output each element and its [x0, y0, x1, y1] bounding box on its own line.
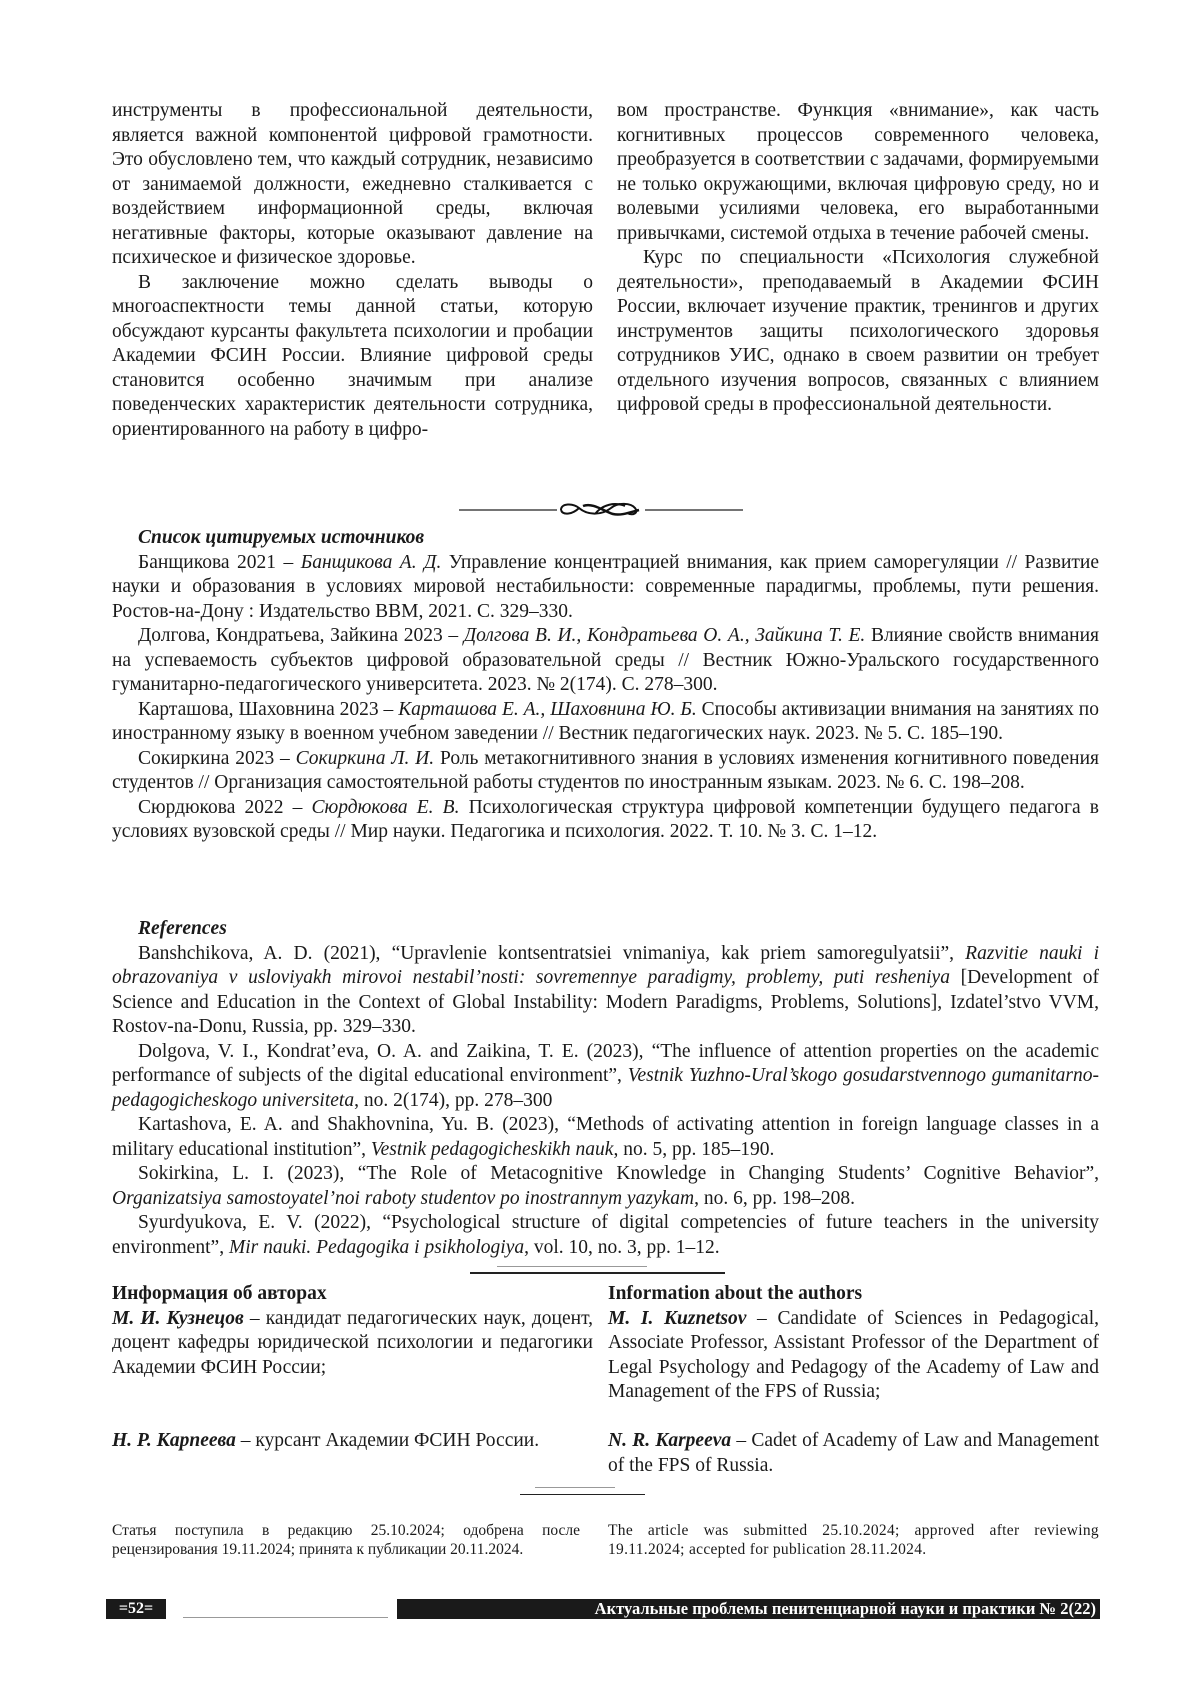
reference-item [112, 796, 1099, 845]
ref-rest: Роль метакогнитивного знания в условиях изменения когнитивного поведения студентов // Организация самостоятельной работы студентов по иностранным языкам. 2023. № 6. С. 198–208. [112, 748, 1099, 794]
ref-rest: Психологическая структура цифровой компетенции будущего педагога в условиях вузовской среды // Мир науки. Педагогика и психология. 2022. Т. 10. № 3. С. 1–12. [112, 797, 1099, 843]
ref-lead: Долгова, Кондратьева, Зайкина 2023 – [138, 625, 464, 646]
journal-title-bar: Актуальные проблемы пенитенциарной науки и практики № 2(22) [397, 1599, 1100, 1619]
ref-authors: Карташова Е. А., Шаховнина Ю. Б. [398, 699, 697, 720]
ref-authors: Долгова В. И., Кондратьева О. А., Зайкина Т. Е. [464, 625, 866, 646]
paragraph: инструменты в профессиональной деятельности, является важной компонентой цифровой грамотности. Это обусловлено тем, что каждый сотрудник, независимо от занимаемой должности, ежедневно сталкивается с воздействием информационной среды, включая негативные факторы, которые оказывают давление на психическое и физическое здоровье. [112, 99, 593, 271]
divider [520, 1494, 645, 1495]
paragraph: В заключение можно сделать выводы о многоаспектности темы данной статьи, которую обсуждают курсанты факультета психологии и пробации Академии ФСИН России. Влияние цифровой среды становится особенно значимым при анализе поведенческих характеристик деятельности сотрудника, ориентированного на работу в цифро- [112, 271, 593, 443]
english-references [112, 917, 1099, 1260]
author-desc: – кандидат педагогических наук, доцент, доцент кафедры юридической психологии и педагогики Академии ФСИН России; [112, 1308, 593, 1378]
ref-lead: Kartashova, E. A. and Shakhovnina, Yu. B. (2023), “Methods of activating attention in foreign language classes in a military educational institution”, [112, 1114, 1099, 1160]
ref-journal: Vestnik pedagogicheskikh nauk [371, 1139, 614, 1160]
author-item [112, 1429, 593, 1454]
ref-rest: , vol. 10, no. 3, pp. 1–12. [524, 1237, 720, 1258]
ref-lead: Сюрдюкова 2022 – [138, 797, 312, 818]
dates-ru: Статья поступила в редакцию 25.10.2024; одобрена после рецензирования 19.11.2024; принята к публикации 20.11.2024. [112, 1521, 580, 1559]
authors-heading-en: Information about the authors [608, 1282, 1099, 1307]
ref-rest: Способы активизации внимания на занятиях по иностранному языку в военном учебном заведении // Вестник педагогических наук. 2023. № 5. С. 185–190. [112, 699, 1099, 745]
reference-item [112, 551, 1099, 625]
authors-heading-ru: Информация об авторах [112, 1282, 593, 1307]
author-name: N. R. Karpeeva [608, 1430, 731, 1451]
russian-references [112, 526, 1099, 845]
references-heading-ru: Список цитируемых источников [112, 526, 1099, 551]
ref-lead: Банщикова 2021 – [138, 552, 301, 573]
author-desc: – курсант Академии ФСИН России. [236, 1430, 539, 1451]
ref-journal: Vestnik Yuzhno-Ural’skogo gosudarstvennogo gumanitarno-pedagogicheskogo universiteta [112, 1065, 1099, 1111]
ref-rest: Влияние свойств внимания на успеваемость субъектов цифровой образовательной среды // Вестник Южно-Уральского государственного гуманитарно-педагогического университета. 2023. № 2(174). С. 278–300. [112, 625, 1099, 695]
reference-item [112, 942, 1099, 1040]
author-item [608, 1429, 1099, 1478]
reference-item [112, 1040, 1099, 1114]
ref-lead: Сокиркина 2023 – [138, 748, 296, 769]
divider [535, 1487, 615, 1488]
ref-lead: Dolgova, V. I., Kondrat’eva, O. A. and Zaikina, T. E. (2023), “The influence of attention properties on the academic performance of subjects of the digital educational environment”, [112, 1041, 1099, 1087]
ref-rest: , no. 2(174), pp. 278–300 [354, 1090, 552, 1111]
ref-authors: Сюрдюкова Е. В. [312, 797, 460, 818]
reference-item [112, 624, 1099, 698]
ref-rest: , no. 5, pp. 185–190. [613, 1139, 774, 1160]
author-name: M. I. Kuznetsov [608, 1308, 746, 1329]
ref-lead: Sokirkina, L. I. (2023), “The Role of Metacognitive Knowledge in Changing Students’ Cognitive Behavior”, [138, 1163, 1099, 1184]
ref-lead: Banshchikova, A. D. (2021), “Upravlenie kontsentratsiei vnimaniya, kak priem samoregulyatsii”, [138, 943, 965, 964]
reference-item [112, 698, 1099, 747]
author-item [608, 1307, 1099, 1405]
divider [470, 1272, 725, 1274]
paragraph: вом пространстве. Функция «внимание», как часть когнитивных процессов современного человека, преобразуется в соответствии с задачами, формируемыми не только окружающими, включая цифровую среду, но и волевыми усилиями человека, его выработанными привычками, системой отдыха в течение рабочей смены. [617, 99, 1099, 246]
footer-rule [183, 1617, 388, 1618]
ref-journal: Organizatsiya samostoyatel’noi raboty studentov po inostrannym yazykam [112, 1188, 694, 1209]
references-heading-en: References [112, 917, 1099, 942]
page-number: =52= [106, 1599, 166, 1619]
reference-item [112, 747, 1099, 796]
author-desc: – Candidate of Sciences in Pedagogical, Associate Professor, Assistant Professor of the Department of Legal Psychology and Pedagogy of the Academy of Law and Management of the FPS of Russia; [608, 1308, 1099, 1403]
ref-authors: Сокиркина Л. И. [296, 748, 435, 769]
author-item [112, 1307, 593, 1381]
ref-journal: Razvitie nauki i obrazovaniya v usloviyakh mirovoi nestabil’nosti: sovremennye paradigmy, problemy, puti resheniya [112, 943, 1099, 989]
ref-lead: Карташова, Шаховнина 2023 – [138, 699, 398, 720]
divider [497, 1266, 647, 1267]
dates-en: The article was submitted 25.10.2024; approved after reviewing 19.11.2024; accepted for publication 28.11.2024. [608, 1521, 1099, 1559]
author-desc: – Cadet of Academy of Law and Management of the FPS of Russia. [608, 1430, 1099, 1476]
authors-en [608, 1282, 1099, 1478]
ref-journal: Mir nauki. Pedagogika i psikhologiya [229, 1237, 524, 1258]
author-name: М. И. Кузнецов [112, 1308, 244, 1329]
right-column [617, 99, 1099, 418]
reference-item [112, 1162, 1099, 1211]
ref-rest: [Development of Science and Education in the Context of Global Instability: Modern Paradigms, Problems, Solutions], Izdatel’stvo VVM, Rostov-na-Donu, Russia, pp. 329–330. [112, 967, 1099, 1037]
reference-item [112, 1113, 1099, 1162]
author-name: Н. Р. Карпеева [112, 1430, 236, 1451]
ref-authors: Банщикова А. Д. [301, 552, 442, 573]
section-ornament [455, 500, 747, 520]
ref-rest: Управление концентрацией внимания, как прием саморегуляции // Развитие науки и образования в условиях мировой нестабильности: современные парадигмы, проблемы, пути решения. Ростов-на-Дону : Издательство ВВМ, 2021. С. 329–330. [112, 552, 1099, 622]
paragraph: Курс по специальности «Психология служебной деятельности», преподаваемый в Академии ФСИН России, включает изучение практик, тренингов и других инструментов защиты психологического здоровья сотрудников УИС, однако в своем развитии он требует отдельного изучения вопросов, связанных с влиянием цифровой среды в профессиональной деятельности. [617, 246, 1099, 418]
left-column [112, 99, 593, 442]
ref-rest: , no. 6, pp. 198–208. [694, 1188, 855, 1209]
authors-ru [112, 1282, 593, 1454]
reference-item [112, 1211, 1099, 1260]
ref-lead: Syurdyukova, E. V. (2022), “Psychological structure of digital competencies of future teachers in the university environment”, [112, 1212, 1099, 1258]
